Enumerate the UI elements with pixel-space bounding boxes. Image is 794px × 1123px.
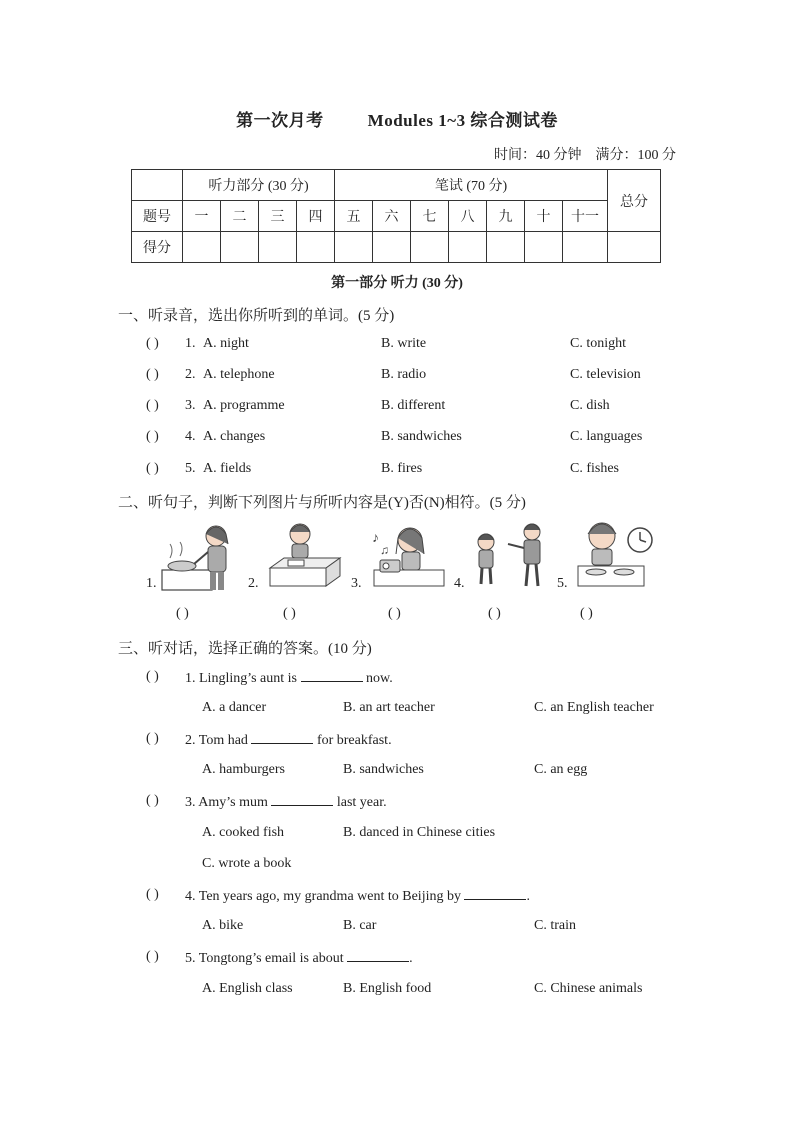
writing-header: 笔试 (70 分) xyxy=(335,170,608,201)
exam-full-score: 满分：100 分 xyxy=(595,148,676,163)
score-cell[interactable] xyxy=(563,232,608,263)
girl-listening-radio-icon xyxy=(368,522,448,590)
picture-number: 4. xyxy=(454,576,465,591)
s3-stem-after: now. xyxy=(366,671,393,686)
score-cell[interactable] xyxy=(525,232,563,263)
s3-stem-before: 2. Tom had xyxy=(185,733,248,748)
s3-stem-before: 4. Ten years ago, my grandma went to Beijing by xyxy=(185,889,461,904)
page-title xyxy=(0,106,794,131)
s3-option-a: A. English class xyxy=(202,981,293,996)
answer-blank[interactable] xyxy=(271,793,333,806)
s2-paren[interactable]: ( ) xyxy=(388,606,401,621)
title-right: Modules 1~3 综合测试卷 xyxy=(367,111,558,130)
s1-paren[interactable]: ( ) xyxy=(146,367,159,382)
question-number: 七 xyxy=(411,201,449,232)
score-cell[interactable] xyxy=(297,232,335,263)
girl-eating-clock-icon xyxy=(572,518,658,590)
part1-title: 第一部分 听力 (30 分) xyxy=(331,276,463,291)
s2-paren[interactable]: ( ) xyxy=(283,606,296,621)
s1-option-b: B. write xyxy=(381,336,427,351)
total-header: 总分 xyxy=(608,170,661,232)
girl-writing-icon xyxy=(266,520,346,590)
exam-time: 时间：40 分钟 xyxy=(494,148,582,163)
s1-num: 5. xyxy=(185,461,196,476)
question-number: 三 xyxy=(259,201,297,232)
s1-option-b: B. fires xyxy=(381,461,423,476)
s3-stem xyxy=(185,887,530,905)
score-cell[interactable] xyxy=(411,232,449,263)
s2-paren[interactable]: ( ) xyxy=(580,606,593,621)
answer-blank[interactable] xyxy=(464,887,526,900)
row-label-question: 题号 xyxy=(132,201,183,232)
s3-option-a: A. hamburgers xyxy=(202,762,285,777)
s3-option-c: C. train xyxy=(534,918,576,933)
svg-text:♫: ♫ xyxy=(380,543,389,557)
question-number: 四 xyxy=(297,201,335,232)
s1-option-a: A. night xyxy=(203,336,249,351)
question-number: 二 xyxy=(221,201,259,232)
s1-option-a: A. programme xyxy=(203,398,285,413)
score-table-corner xyxy=(132,170,183,201)
s3-paren[interactable]: ( ) xyxy=(146,731,159,746)
exam-meta xyxy=(494,144,676,164)
picture-number: 1. xyxy=(146,576,157,591)
s3-option-b: B. sandwiches xyxy=(343,762,424,777)
s3-option-c: C. wrote a book xyxy=(202,856,292,871)
question-number: 五 xyxy=(335,201,373,232)
question-number: 十 xyxy=(525,201,563,232)
s2-paren[interactable]: ( ) xyxy=(176,606,189,621)
score-cell[interactable] xyxy=(608,232,661,263)
score-cell[interactable] xyxy=(183,232,221,263)
s3-stem-before: 3. Amy’s mum xyxy=(185,795,268,810)
s3-paren[interactable]: ( ) xyxy=(146,949,159,964)
s3-stem-after: . xyxy=(409,951,413,966)
s3-stem-after: for breakfast. xyxy=(316,733,392,748)
s1-option-a: A. changes xyxy=(203,429,266,444)
s3-option-a: A. a dancer xyxy=(202,700,267,715)
question-number: 一 xyxy=(183,201,221,232)
answer-blank[interactable] xyxy=(251,731,313,744)
s3-stem xyxy=(185,949,413,967)
s1-option-c: C. dish xyxy=(570,398,610,413)
s1-option-c: C. tonight xyxy=(570,336,627,351)
s1-paren[interactable]: ( ) xyxy=(146,336,159,351)
s3-stem-after: last year. xyxy=(336,795,387,810)
s3-stem-before: 1. Lingling’s aunt is xyxy=(185,671,297,686)
section2-title: 二、听句子，判断下列图片与所听内容是(Y)否(N)相符。(5 分) xyxy=(118,495,526,511)
s3-option-b: B. English food xyxy=(343,981,432,996)
question-number: 六 xyxy=(373,201,411,232)
picture-number: 2. xyxy=(248,576,259,591)
score-cell[interactable] xyxy=(259,232,297,263)
s1-option-a: A. fields xyxy=(203,461,252,476)
s1-paren[interactable]: ( ) xyxy=(146,461,159,476)
s1-num: 2. xyxy=(185,367,196,382)
row-label-score: 得分 xyxy=(132,232,183,263)
s3-option-c: C. Chinese animals xyxy=(534,981,643,996)
s3-stem xyxy=(185,731,392,749)
answer-blank[interactable] xyxy=(301,669,363,682)
s3-stem-before: 5. Tongtong’s email is about xyxy=(185,951,344,966)
s1-num: 4. xyxy=(185,429,196,444)
score-cell[interactable] xyxy=(335,232,373,263)
s1-paren[interactable]: ( ) xyxy=(146,398,159,413)
score-table xyxy=(131,169,661,263)
s2-paren[interactable]: ( ) xyxy=(488,606,501,621)
s3-stem xyxy=(185,793,387,811)
score-cell[interactable] xyxy=(221,232,259,263)
s3-option-b: B. danced in Chinese cities xyxy=(343,825,496,840)
s3-option-b: B. car xyxy=(343,918,377,933)
title-left: 第一次月考 xyxy=(236,111,324,130)
listening-header: 听力部分 (30 分) xyxy=(183,170,335,201)
score-cell[interactable] xyxy=(373,232,411,263)
s3-stem-after: . xyxy=(526,889,530,904)
s3-paren[interactable]: ( ) xyxy=(146,669,159,684)
boy-and-man-talking-icon xyxy=(470,522,550,590)
s3-stem xyxy=(185,669,393,687)
s3-option-c: C. an egg xyxy=(534,762,588,777)
picture-number: 3. xyxy=(351,576,362,591)
answer-blank[interactable] xyxy=(347,949,409,962)
s1-option-c: C. languages xyxy=(570,429,643,444)
s3-paren[interactable]: ( ) xyxy=(146,887,159,902)
s3-paren[interactable]: ( ) xyxy=(146,793,159,808)
question-number: 十一 xyxy=(563,201,608,232)
s3-option-a: A. cooked fish xyxy=(202,825,285,840)
s1-option-c: C. television xyxy=(570,367,641,382)
s1-paren[interactable]: ( ) xyxy=(146,429,159,444)
question-number: 九 xyxy=(487,201,525,232)
s3-option-c: C. an English teacher xyxy=(534,700,654,715)
svg-text:♪: ♪ xyxy=(372,531,379,546)
girl-cooking-icon xyxy=(160,522,240,592)
s3-option-a: A. bike xyxy=(202,918,244,933)
score-cell[interactable] xyxy=(487,232,525,263)
picture-number: 5. xyxy=(557,576,568,591)
s1-option-b: B. different xyxy=(381,398,446,413)
s1-option-a: A. telephone xyxy=(203,367,275,382)
s1-option-c: C. fishes xyxy=(570,461,619,476)
s1-option-b: B. sandwiches xyxy=(381,429,462,444)
section1-title: 一、听录音，选出你所听到的单词。(5 分) xyxy=(118,308,395,324)
score-cell[interactable] xyxy=(449,232,487,263)
s1-option-b: B. radio xyxy=(381,367,427,382)
s3-option-b: B. an art teacher xyxy=(343,700,435,715)
section3-title: 三、听对话，选择正确的答案。(10 分) xyxy=(118,641,372,657)
s1-num: 3. xyxy=(185,398,196,413)
question-number: 八 xyxy=(449,201,487,232)
s1-num: 1. xyxy=(185,336,196,351)
